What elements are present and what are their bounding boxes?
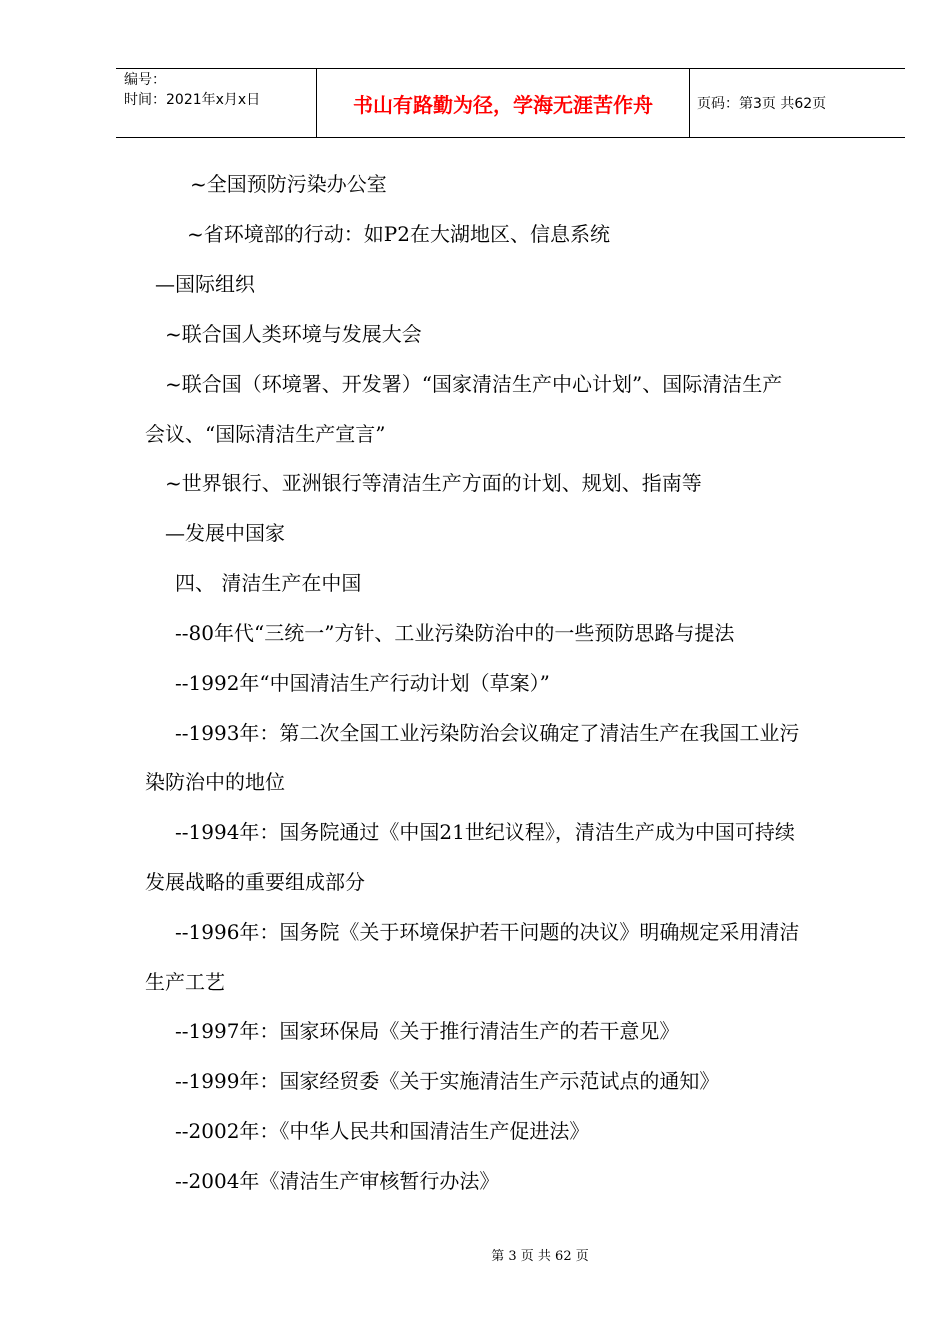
body-line: --1997年：国家环保局《关于推行清洁生产的若干意见》 [175,1019,680,1043]
body-line: —国际组织 [155,272,255,296]
page-header [116,68,905,138]
body-line: --1993年：第二次全国工业污染防治会议确定了清洁生产在我国工业污 [175,721,800,745]
body-line: --1994年：国务院通过《中国21世纪议程》，清洁生产成为中国可持续 [175,820,795,844]
body-line: —发展中国家 [165,521,285,545]
body-line: ~全国预防污染办公室 [190,172,387,196]
serial-number-label: 编号： [124,72,166,88]
header-motto: 书山有路勤为径，学海无涯苦作舟 [353,93,653,117]
body-line: 染防治中的地位 [145,770,285,794]
time-label: 时间：2021年x月x日 [124,92,261,108]
page-footer: 第 3 页 共 62 页 [491,1249,589,1264]
section-heading: 四、 清洁生产在中国 [175,571,362,595]
body-line: --1992年“中国清洁生产行动计划（草案）” [175,671,550,695]
header-right-cell [689,69,905,137]
body-line: 生产工艺 [145,970,225,994]
body-line: --2002年：《中华人民共和国清洁生产促进法》 [175,1119,590,1143]
body-line: 会议、“国际清洁生产宣言” [145,422,386,446]
body-line: ~联合国（环境署、开发署）“国家清洁生产中心计划”、国际清洁生产 [165,372,783,396]
body-line: ~省环境部的行动：如P2在大湖地区、信息系统 [187,222,610,246]
header-middle-cell [316,69,690,137]
body-line: ~联合国人类环境与发展大会 [165,322,422,346]
body-line: --1999年：国家经贸委《关于实施清洁生产示范试点的通知》 [175,1069,720,1093]
header-left-cell [116,69,315,137]
body-line: ~世界银行、亚洲银行等清洁生产方面的计划、规划、指南等 [165,471,702,495]
page-number-label: 页码：第3页 共62页 [697,96,827,112]
body-line: --1996年：国务院《关于环境保护若干问题的决议》明确规定采用清洁 [175,920,800,944]
body-line: --2004年《清洁生产审核暂行办法》 [175,1169,500,1193]
body-line: --80年代“三统一”方针、工业污染防治中的一些预防思路与提法 [175,621,735,645]
body-line: 发展战略的重要组成部分 [145,870,365,894]
